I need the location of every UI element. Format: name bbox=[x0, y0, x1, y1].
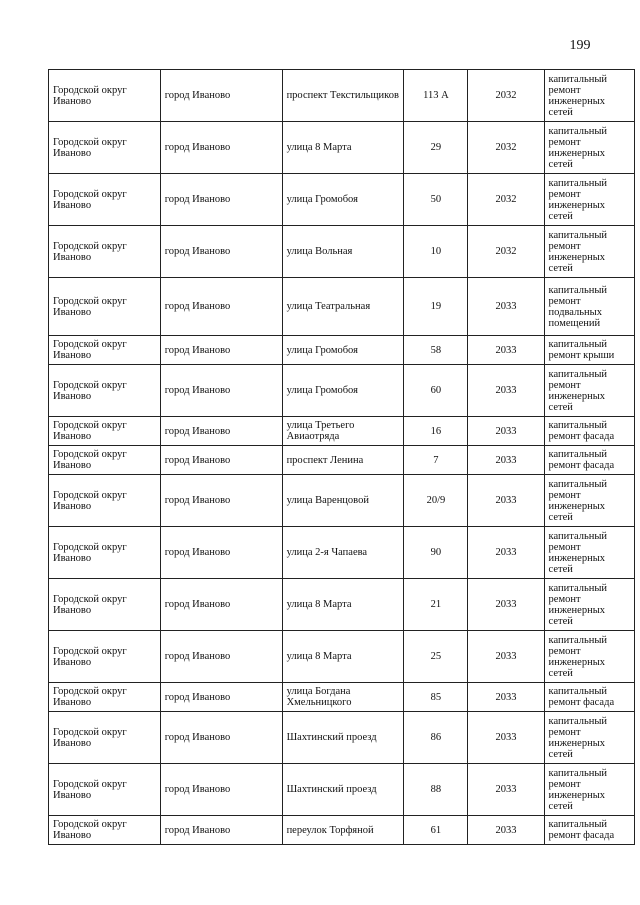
house-cell: 85 bbox=[404, 683, 468, 712]
table-row bbox=[49, 816, 635, 845]
house-cell: 86 bbox=[404, 712, 468, 764]
table-row bbox=[49, 226, 635, 278]
year-cell: 2033 bbox=[468, 631, 544, 683]
house-cell: 25 bbox=[404, 631, 468, 683]
table-row bbox=[49, 278, 635, 336]
table-row bbox=[49, 122, 635, 174]
street-cell: проспект Ленина bbox=[282, 446, 404, 475]
city-cell: город Иваново bbox=[160, 365, 282, 417]
table-row bbox=[49, 683, 635, 712]
street-cell: улица Богдана Хмельницкого bbox=[282, 683, 404, 712]
year-cell: 2033 bbox=[468, 336, 544, 365]
house-cell: 7 bbox=[404, 446, 468, 475]
table-row bbox=[49, 336, 635, 365]
district-cell: Городской округ Иваново bbox=[49, 816, 161, 845]
city-cell: город Иваново bbox=[160, 579, 282, 631]
city-cell: город Иваново bbox=[160, 417, 282, 446]
work-type-cell: капитальный ремонт фасада bbox=[544, 816, 634, 845]
house-cell: 90 bbox=[404, 527, 468, 579]
street-cell: улица 8 Марта bbox=[282, 631, 404, 683]
district-cell: Городской округ Иваново bbox=[49, 527, 161, 579]
street-cell: улица Театральная bbox=[282, 278, 404, 336]
city-cell: город Иваново bbox=[160, 122, 282, 174]
house-cell: 58 bbox=[404, 336, 468, 365]
table-row bbox=[49, 475, 635, 527]
city-cell: город Иваново bbox=[160, 446, 282, 475]
street-cell: проспект Текстильщиков bbox=[282, 70, 404, 122]
city-cell: город Иваново bbox=[160, 226, 282, 278]
district-cell: Городской округ Иваново bbox=[49, 683, 161, 712]
district-cell: Городской округ Иваново bbox=[49, 446, 161, 475]
work-type-cell: капитальный ремонт фасада bbox=[544, 683, 634, 712]
work-type-cell: капитальный ремонт инженерных сетей bbox=[544, 122, 634, 174]
table-row bbox=[49, 764, 635, 816]
work-type-cell: капитальный ремонт инженерных сетей bbox=[544, 365, 634, 417]
district-cell: Городской округ Иваново bbox=[49, 122, 161, 174]
street-cell: Шахтинский проезд bbox=[282, 764, 404, 816]
district-cell: Городской округ Иваново bbox=[49, 278, 161, 336]
district-cell: Городской округ Иваново bbox=[49, 579, 161, 631]
district-cell: Городской округ Иваново bbox=[49, 764, 161, 816]
work-type-cell: капитальный ремонт инженерных сетей bbox=[544, 764, 634, 816]
year-cell: 2032 bbox=[468, 226, 544, 278]
year-cell: 2033 bbox=[468, 278, 544, 336]
street-cell: улица 8 Марта bbox=[282, 122, 404, 174]
city-cell: город Иваново bbox=[160, 683, 282, 712]
street-cell: улица Вольная bbox=[282, 226, 404, 278]
year-cell: 2033 bbox=[468, 446, 544, 475]
city-cell: город Иваново bbox=[160, 631, 282, 683]
year-cell: 2033 bbox=[468, 712, 544, 764]
house-cell: 61 bbox=[404, 816, 468, 845]
year-cell: 2033 bbox=[468, 683, 544, 712]
house-cell: 88 bbox=[404, 764, 468, 816]
house-cell: 10 bbox=[404, 226, 468, 278]
house-cell: 50 bbox=[404, 174, 468, 226]
work-type-cell: капитальный ремонт подвальных помещений bbox=[544, 278, 634, 336]
street-cell: Шахтинский проезд bbox=[282, 712, 404, 764]
city-cell: город Иваново bbox=[160, 475, 282, 527]
work-type-cell: капитальный ремонт фасада bbox=[544, 417, 634, 446]
city-cell: город Иваново bbox=[160, 336, 282, 365]
house-cell: 16 bbox=[404, 417, 468, 446]
table-row bbox=[49, 579, 635, 631]
year-cell: 2032 bbox=[468, 70, 544, 122]
house-cell: 21 bbox=[404, 579, 468, 631]
district-cell: Городской округ Иваново bbox=[49, 365, 161, 417]
district-cell: Городской округ Иваново bbox=[49, 417, 161, 446]
year-cell: 2033 bbox=[468, 475, 544, 527]
work-type-cell: капитальный ремонт фасада bbox=[544, 446, 634, 475]
table-row bbox=[49, 631, 635, 683]
page-number: 199 bbox=[569, 38, 591, 53]
house-cell: 20/9 bbox=[404, 475, 468, 527]
house-cell: 60 bbox=[404, 365, 468, 417]
street-cell: переулок Торфяной bbox=[282, 816, 404, 845]
district-cell: Городской округ Иваново bbox=[49, 226, 161, 278]
work-type-cell: капитальный ремонт инженерных сетей bbox=[544, 174, 634, 226]
table-row bbox=[49, 174, 635, 226]
year-cell: 2033 bbox=[468, 579, 544, 631]
work-type-cell: капитальный ремонт инженерных сетей bbox=[544, 579, 634, 631]
house-cell: 19 bbox=[404, 278, 468, 336]
street-cell: улица Громобоя bbox=[282, 365, 404, 417]
work-type-cell: капитальный ремонт инженерных сетей bbox=[544, 475, 634, 527]
street-cell: улица Громобоя bbox=[282, 174, 404, 226]
street-cell: улица Варенцовой bbox=[282, 475, 404, 527]
district-cell: Городской округ Иваново bbox=[49, 475, 161, 527]
repair-schedule-table bbox=[48, 69, 635, 845]
city-cell: город Иваново bbox=[160, 70, 282, 122]
table-row bbox=[49, 527, 635, 579]
work-type-cell: капитальный ремонт инженерных сетей bbox=[544, 70, 634, 122]
year-cell: 2033 bbox=[468, 816, 544, 845]
district-cell: Городской округ Иваново bbox=[49, 70, 161, 122]
street-cell: улица Громобоя bbox=[282, 336, 404, 365]
year-cell: 2032 bbox=[468, 122, 544, 174]
work-type-cell: капитальный ремонт инженерных сетей bbox=[544, 226, 634, 278]
district-cell: Городской округ Иваново bbox=[49, 631, 161, 683]
table-row bbox=[49, 712, 635, 764]
table-row bbox=[49, 446, 635, 475]
year-cell: 2033 bbox=[468, 527, 544, 579]
work-type-cell: капитальный ремонт инженерных сетей bbox=[544, 631, 634, 683]
city-cell: город Иваново bbox=[160, 764, 282, 816]
work-type-cell: капитальный ремонт инженерных сетей bbox=[544, 527, 634, 579]
city-cell: город Иваново bbox=[160, 712, 282, 764]
city-cell: город Иваново bbox=[160, 174, 282, 226]
work-type-cell: капитальный ремонт инженерных сетей bbox=[544, 712, 634, 764]
city-cell: город Иваново bbox=[160, 527, 282, 579]
house-cell: 113 А bbox=[404, 70, 468, 122]
city-cell: город Иваново bbox=[160, 278, 282, 336]
district-cell: Городской округ Иваново bbox=[49, 712, 161, 764]
table-row bbox=[49, 417, 635, 446]
year-cell: 2033 bbox=[468, 365, 544, 417]
year-cell: 2033 bbox=[468, 764, 544, 816]
house-cell: 29 bbox=[404, 122, 468, 174]
street-cell: улица Третьего Авиаотряда bbox=[282, 417, 404, 446]
city-cell: город Иваново bbox=[160, 816, 282, 845]
street-cell: улица 8 Марта bbox=[282, 579, 404, 631]
year-cell: 2033 bbox=[468, 417, 544, 446]
street-cell: улица 2-я Чапаева bbox=[282, 527, 404, 579]
table-row bbox=[49, 70, 635, 122]
district-cell: Городской округ Иваново bbox=[49, 174, 161, 226]
work-type-cell: капитальный ремонт крыши bbox=[544, 336, 634, 365]
district-cell: Городской округ Иваново bbox=[49, 336, 161, 365]
year-cell: 2032 bbox=[468, 174, 544, 226]
table-row bbox=[49, 365, 635, 417]
